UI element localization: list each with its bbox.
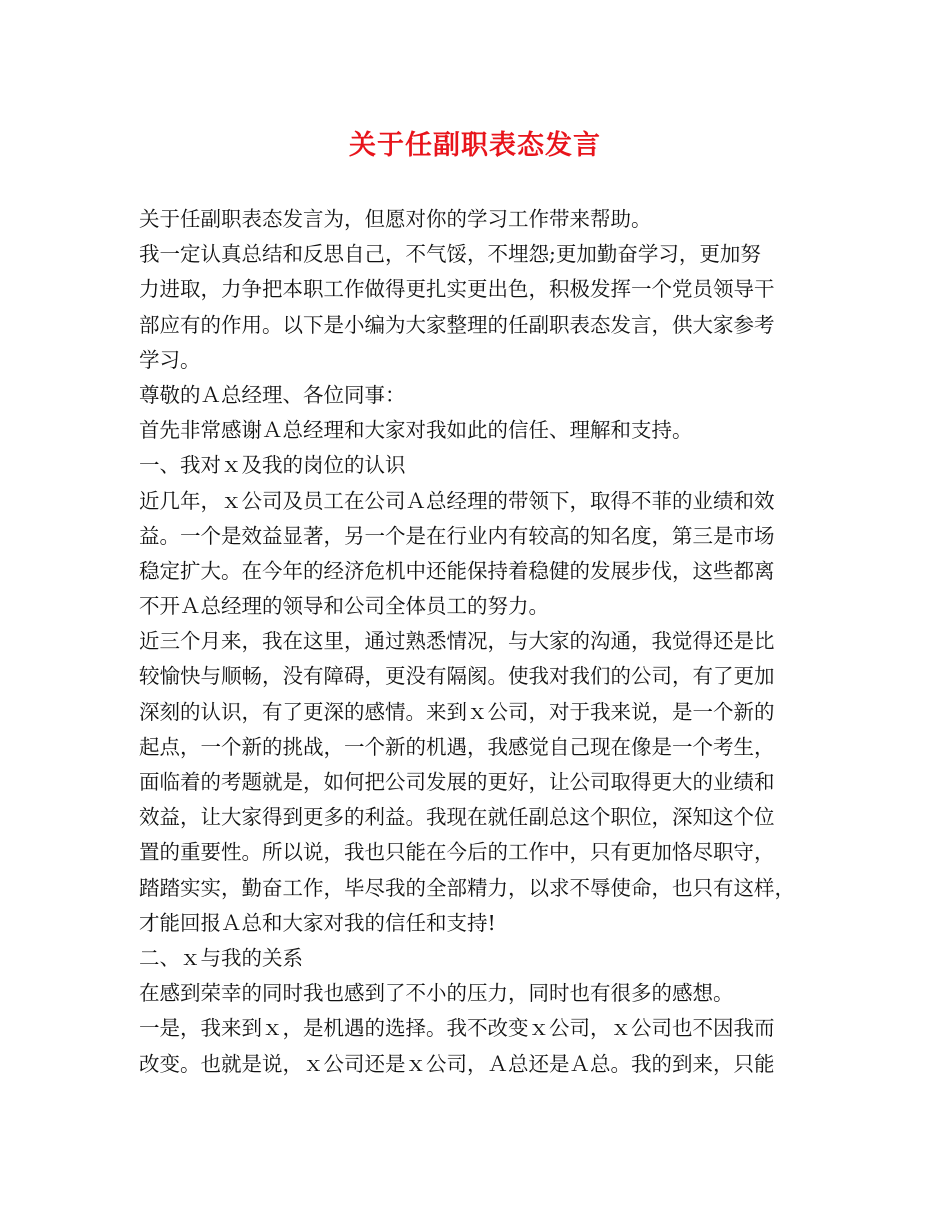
body-line: 不开Ａ总经理的领导和公司全体员工的努力。 [139, 594, 549, 619]
body-line: 才能回报Ａ总和大家对我的信任和支持! [139, 910, 496, 935]
body-line: 益。一个是效益显著，另一个是在行业内有较高的知名度，第三是市场 [139, 523, 775, 548]
body-line: 二、ｘ与我的关系 [139, 945, 303, 970]
body-line: 改变。也就是说，ｘ公司还是ｘ公司，Ａ总还是Ａ总。我的到来，只能 [139, 1051, 775, 1076]
body-line: 踏踏实实，勤奋工作，毕尽我的全部精力，以求不辱使命，也只有这样， [139, 875, 795, 900]
body-line: 面临着的考题就是，如何把公司发展的更好，让公司取得更大的业绩和 [139, 770, 775, 794]
document-body [139, 202, 829, 1082]
body-line: 一、我对ｘ及我的岗位的认识 [139, 453, 406, 478]
body-line: 一是，我来到ｘ，是机遇的选择。我不改变ｘ公司，ｘ公司也不因我而 [139, 1016, 775, 1041]
body-line: 力进取，力争把本职工作做得更扎实更出色，积极发挥一个党员领导干 [139, 277, 775, 302]
body-line: 首先非常感谢Ａ总经理和大家对我如此的信任、理解和支持。 [139, 418, 693, 443]
body-line: 在感到荣幸的同时我也感到了不小的压力，同时也有很多的感想。 [139, 981, 734, 1006]
body-line: 效益，让大家得到更多的利益。我现在就任副总这个职位，深知这个位 [139, 805, 775, 830]
body-line: 学习。 [139, 347, 201, 372]
body-line: 近几年，ｘ公司及员工在公司Ａ总经理的带领下，取得不菲的业绩和效 [139, 488, 775, 513]
body-line: 部应有的作用。以下是小编为大家整理的任副职表态发言，供大家参考 [139, 312, 775, 337]
body-line: 较愉快与顺畅，没有障碍，更没有隔阂。使我对我们的公司，有了更加 [139, 664, 775, 689]
body-line: 近三个月来，我在这里，通过熟悉情况，与大家的沟通，我觉得还是比 [139, 629, 775, 654]
document-title: 关于任副职表态发言 [349, 130, 601, 161]
body-line: 深刻的认识，有了更深的感情。来到ｘ公司，对于我来说，是一个新的 [139, 699, 775, 724]
body-line: 稳定扩大。在今年的经济危机中还能保持着稳健的发展步伐，这些都离 [139, 558, 775, 583]
body-line: 尊敬的Ａ总经理、各位同事： [139, 382, 406, 407]
body-line: 关于任副职表态发言为，但愿对你的学习工作带来帮助。 [139, 207, 652, 231]
body-line: 我一定认真总结和反思自己，不气馁，不埋怨;更加勤奋学习，更加努 [139, 242, 761, 267]
body-line: 起点，一个新的挑战，一个新的机遇，我感觉自己现在像是一个考生， [139, 734, 775, 759]
body-line: 置的重要性。所以说，我也只能在今后的工作中，只有更加恪尽职守， [139, 840, 775, 865]
